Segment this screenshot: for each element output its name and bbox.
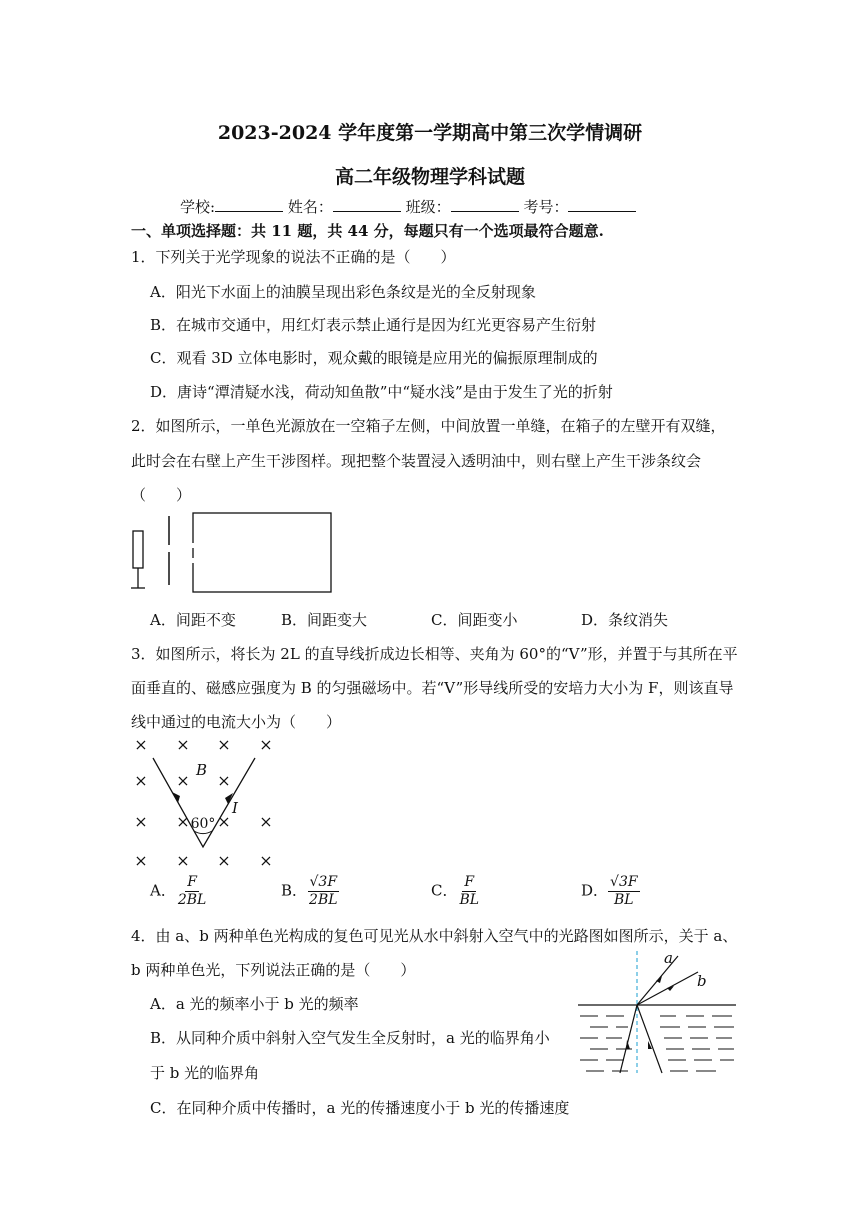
field-cross: × [134,812,148,831]
school-label: 学校: [180,198,216,216]
q2-stem-line3: （ ） [131,486,192,504]
q1-option-c: C．观看 3D 立体电影时，观众戴的眼镜是应用光的偏振原理制成的 [150,349,598,367]
q2-option-d: D．条纹消失 [581,611,669,629]
q1-option-d: D．唐诗“潭清疑水浅，荷动知鱼散”中“疑水浅”是由于发生了光的折射 [150,383,613,401]
name-blank[interactable] [333,197,401,212]
q4-stem-line1: 4．由 a、b 两种单色光构成的复色可见光从水中斜射入空气中的光路图如图所示，关于 a、 [131,927,738,945]
q4-option-a: A．a 光的频率小于 b 光的频率 [150,995,359,1013]
v-wire-magnetic-field-figure [125,730,285,870]
angle-label: 60° [190,816,216,832]
field-cross: × [134,771,148,790]
box [193,513,331,592]
q3-stem-line1: 3．如图所示，将长为 2L 的直导线折成边长相等、夹角为 60°的“V”形，并置于与其所在平 [131,645,738,663]
field-cross: × [217,735,231,754]
field-cross: × [217,812,231,831]
q2-option-b: B．间距变大 [281,611,368,629]
field-cross: × [176,812,190,831]
q3-stem-line2: 面垂直的、磁感应强度为 B 的匀强磁场中。若“V”形导线所受的安培力大小为 F，则该直导 [131,679,734,697]
exam-number-label: 考号： [523,198,569,216]
water-hatching [580,1016,734,1071]
field-cross: × [259,812,273,831]
double-slit-box-figure [125,510,340,595]
student-info-line [180,196,636,217]
field-cross: × [176,771,190,790]
field-cross: × [259,735,273,754]
exam-subtitle: 高二年级物理学科试题 [334,166,525,188]
incident-ray-right [637,1005,662,1073]
q2-option-c: C．间距变小 [431,611,518,629]
current-arrow-left [172,792,180,803]
field-cross: × [217,851,231,870]
q1-option-a: A．阳光下水面上的油膜呈现出彩色条纹是光的全反射现象 [150,283,536,301]
q4-option-c: C．在同种介质中传播时，a 光的传播速度小于 b 光的传播速度 [150,1099,570,1117]
field-label-b: B [196,761,208,779]
field-cross: × [134,735,148,754]
q3-option-d: D． $\frac{√3F}{BL}$ [581,874,638,908]
section-heading: 一、单项选择题：共 11 题，共 44 分，每题只有一个选项最符合题意. [131,222,604,240]
q1-stem: 1．下列关于光学现象的说法不正确的是（ ） [131,248,456,266]
field-cross: × [259,851,273,870]
ray-label-a: a [664,949,673,967]
incident-ray-left [620,1005,637,1073]
q3-option-a: A． $\frac{F}{2BL}$ [150,874,207,908]
class-blank[interactable] [451,197,519,212]
field-cross: × [176,851,190,870]
q4-stem-line2: b 两种单色光，下列说法正确的是（ ） [131,961,416,979]
q3-stem-line3: 线中通过的电流大小为（ ） [131,713,342,731]
q2-stem-line2: 此时会在右壁上产生干涉图样。现把整个装置浸入透明油中，则右壁上产生干涉条纹会 [131,452,702,470]
field-cross: × [134,851,148,870]
q2-stem-line1: 2．如图所示，一单色光源放在一空箱子左侧，中间放置一单缝，在箱子的左壁开有双缝， [131,417,726,435]
refraction-water-figure [576,948,738,1076]
q4-option-b-line2: 于 b 光的临界角 [150,1064,260,1082]
light-source [133,531,143,568]
name-label: 姓名： [287,198,333,216]
q1-option-b: B．在城市交通中，用红灯表示禁止通行是因为红光更容易产生衍射 [150,316,597,334]
school-blank[interactable] [215,197,283,212]
q3-option-c: C． $\frac{F}{BL}$ [431,874,480,908]
class-label: 班级： [405,198,451,216]
field-cross: × [217,771,231,790]
field-cross: × [176,735,190,754]
current-label-i: I [232,799,238,817]
ray-label-b: b [697,972,707,990]
q2-option-a: A．间距不变 [150,611,236,629]
q4-option-b-line1: B．从同种介质中斜射入空气发生全反射时，a 光的临界角小 [150,1029,550,1047]
exam-number-blank[interactable] [568,197,636,212]
exam-title: 2023-2024 学年度第一学期高中第三次学情调研 [217,122,643,144]
q3-option-b: B． $\frac{√3F}{2BL}$ [281,874,338,908]
